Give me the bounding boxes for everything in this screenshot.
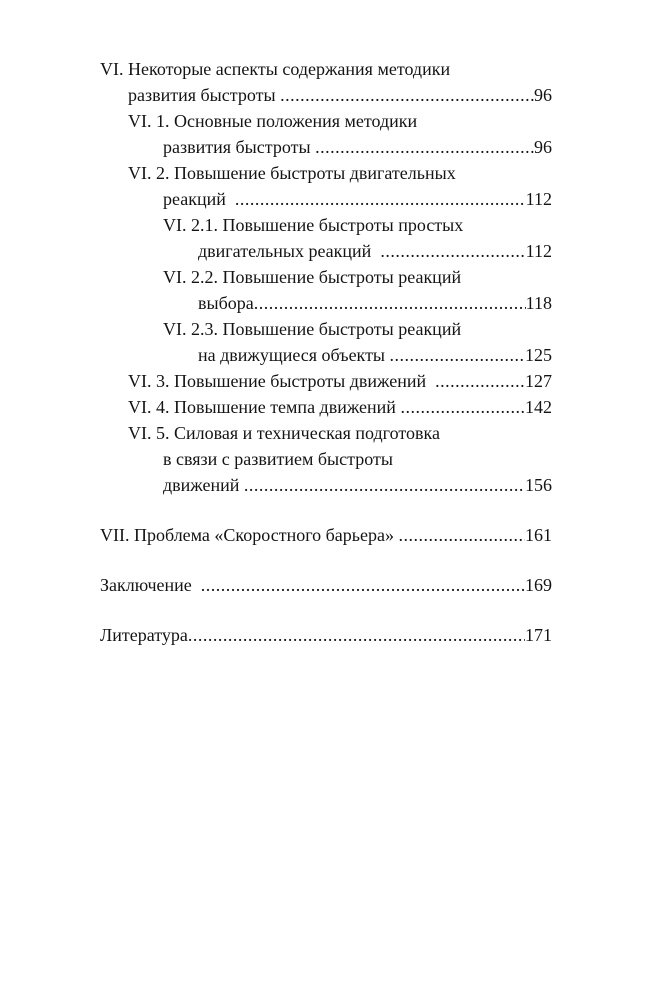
- dot-leader: [315, 134, 534, 160]
- dot-leader: [280, 82, 534, 108]
- dot-leader: [254, 290, 526, 316]
- toc-page-number: 112: [525, 241, 552, 261]
- dot-leader: [244, 472, 525, 498]
- toc-line: [100, 420, 552, 446]
- dot-leader: [398, 522, 525, 548]
- toc-entry-text: VI. 3. Повышение быстроты движений: [128, 371, 436, 391]
- toc-entry-text: двигательных реакций: [198, 241, 381, 261]
- dot-leader: [400, 394, 525, 420]
- toc-section: [100, 56, 552, 498]
- toc-page-number: 112: [525, 189, 552, 209]
- toc-entry-text: движений: [163, 475, 244, 495]
- toc-page-number: 171: [525, 625, 552, 645]
- toc-page-number: 156: [525, 475, 552, 495]
- dot-leader: [390, 342, 525, 368]
- toc-line: [100, 108, 552, 134]
- toc-line: [100, 572, 552, 598]
- toc-entry-text: VI. Некоторые аспекты содержания методики: [100, 59, 451, 79]
- toc-entry-text: развития быстроты: [163, 137, 316, 157]
- toc-line: [100, 134, 552, 160]
- dot-leader: [435, 368, 525, 394]
- toc-entry-text: VI. 5. Силовая и техническая подготовка: [128, 423, 440, 443]
- toc-entry-text: VII. Проблема «Скоростного барьера»: [100, 525, 399, 545]
- dot-leader: [201, 572, 525, 598]
- toc-entry-text: VI. 2. Повышение быстроты двигательных: [128, 163, 456, 183]
- toc-entry-text: развития быстроты: [128, 85, 281, 105]
- toc-page-number: 125: [525, 345, 552, 365]
- toc-section: [100, 572, 552, 598]
- toc-line: [100, 316, 552, 342]
- toc-page-number: 169: [525, 575, 552, 595]
- toc-entry-text: VI. 4. Повышение темпа движений: [128, 397, 401, 417]
- toc-page-number: 127: [525, 371, 552, 391]
- toc-line: [100, 82, 552, 108]
- toc-line: [100, 368, 552, 394]
- toc-entry-text: VI. 1. Основные положения методики: [128, 111, 418, 131]
- toc-line: [100, 394, 552, 420]
- dot-leader: [235, 186, 526, 212]
- toc-entry-text: в связи с развитием быстроты: [163, 449, 393, 469]
- toc-line: [100, 238, 552, 264]
- dot-leader: [188, 622, 525, 648]
- toc-line: [100, 342, 552, 368]
- toc-line: [100, 622, 552, 648]
- toc-line: [100, 446, 552, 472]
- toc-page-number: 96: [534, 85, 552, 105]
- table-of-contents: [100, 56, 552, 648]
- dot-leader: [380, 238, 525, 264]
- toc-line: [100, 290, 552, 316]
- toc-line: [100, 56, 552, 82]
- toc-entry-text: на движущиеся объекты: [198, 345, 390, 365]
- toc-page-number: 142: [525, 397, 552, 417]
- toc-line: [100, 264, 552, 290]
- toc-line: [100, 186, 552, 212]
- toc-line: [100, 160, 552, 186]
- toc-line: [100, 212, 552, 238]
- toc-page-number: 96: [534, 137, 552, 157]
- toc-entry-text: реакций: [163, 189, 235, 209]
- toc-section: [100, 622, 552, 648]
- toc-entry-text: выбора: [198, 293, 254, 313]
- toc-line: [100, 472, 552, 498]
- toc-line: [100, 522, 552, 548]
- toc-page-number: 161: [525, 525, 552, 545]
- toc-entry-text: VI. 2.1. Повышение быстроты простых: [163, 215, 464, 235]
- toc-entry-text: Литература: [100, 625, 188, 645]
- toc-entry-text: VI. 2.2. Повышение быстроты реакций: [163, 267, 462, 287]
- toc-entry-text: VI. 2.3. Повышение быстроты реакций: [163, 319, 462, 339]
- toc-section: [100, 522, 552, 548]
- toc-entry-text: Заключение: [100, 575, 201, 595]
- toc-page-number: 118: [525, 293, 552, 313]
